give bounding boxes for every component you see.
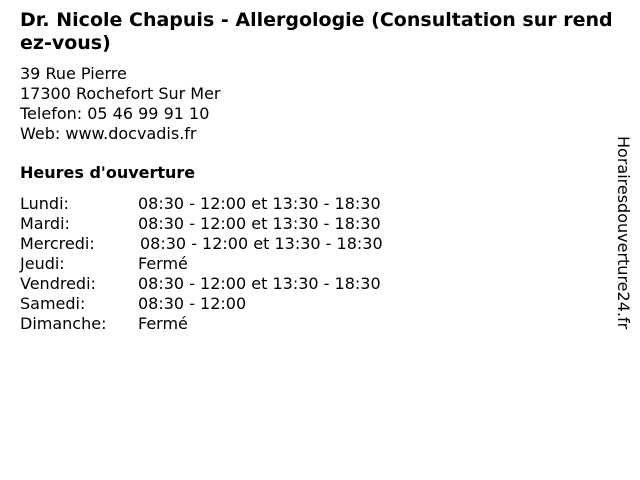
page-title: Dr. Nicole Chapuis - Allergologie (Consultation sur rendez-vous) — [20, 9, 613, 54]
hours-row-samedi — [20, 294, 383, 314]
address-city: 17300 Rochefort Sur Mer — [20, 84, 221, 103]
address-block — [20, 64, 221, 144]
day-hours: 08:30 - 12:00 et 13:30 - 18:30 — [138, 194, 381, 213]
hours-row-vendredi — [20, 274, 383, 294]
hours-row-lundi — [20, 194, 383, 214]
hours-table — [20, 194, 383, 334]
site-watermark: Horairesdouverture24.fr — [614, 136, 633, 330]
day-hours: Fermé — [138, 254, 188, 273]
hours-row-mercredi — [20, 234, 383, 254]
hours-row-dimanche — [20, 314, 383, 334]
day-label: Lundi: — [20, 194, 69, 213]
day-hours: 08:30 - 12:00 et 13:30 - 18:30 — [138, 274, 381, 293]
day-label: Dimanche: — [20, 314, 107, 333]
day-label: Jeudi: — [20, 254, 65, 273]
website: Web: www.docvadis.fr — [20, 124, 197, 143]
phone-number: Telefon: 05 46 99 91 10 — [20, 104, 210, 123]
hours-row-mardi — [20, 214, 383, 234]
day-label: Samedi: — [20, 294, 86, 313]
hours-heading: Heures d'ouverture — [20, 163, 196, 182]
day-label: Vendredi: — [20, 274, 96, 293]
day-hours: 08:30 - 12:00 et 13:30 - 18:30 — [140, 234, 383, 253]
day-label: Mardi: — [20, 214, 70, 233]
address-street: 39 Rue Pierre — [20, 64, 127, 83]
day-hours: 08:30 - 12:00 — [138, 294, 247, 313]
day-hours: 08:30 - 12:00 et 13:30 - 18:30 — [138, 214, 381, 233]
hours-row-jeudi — [20, 254, 383, 274]
day-hours: Fermé — [138, 314, 188, 333]
day-label: Mercredi: — [20, 234, 95, 253]
